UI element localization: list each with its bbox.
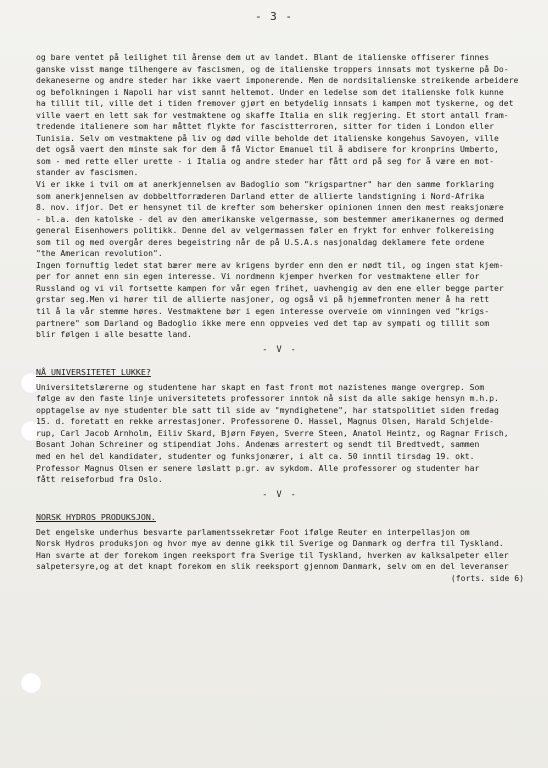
- text-line: med en hel del kandidater, studenter og funksjonærer, i alt ca. 50 inntil tirsdag 19. okt.: [36, 450, 475, 461]
- page-number: - 3 -: [254, 10, 294, 23]
- section-heading-university: NÅ UNIVERSITETET LUKKE?: [36, 366, 151, 377]
- text-line: 15. d. foretatt en rekke arrestasjoner. Professorene O. Hassel, Magnus Olsen, Harald Schjelde-: [36, 416, 495, 427]
- text-line: Vi er ikke i tvil om at anerkjennelsen av Badoglio som "krigspartner" har den samme forklaring: [36, 179, 495, 190]
- text-line: blir følgen i alle besatte land.: [36, 329, 192, 340]
- text-line: til å la vår stemme høres. Vestmaktene bør i egen interesse overveie om vinningen ved "krigs-: [36, 306, 490, 317]
- text-line: Han svarte at der forekom ingen reeksport fra Sverige til Tyskland, hverken av kalksalpeter eller: [36, 549, 509, 560]
- text-line: rup, Carl Jacob Arnholm, Eiliv Skard, Bjørn Føyen, Sverre Steen, Anatol Heintz, og Ragnar Frisch,: [36, 427, 509, 438]
- section-divider: - V -: [262, 489, 298, 500]
- text-line: - bl.a. den katolske - del av den amerikanske velgermasse, som bestemmer amerikanernes og dermed: [36, 213, 504, 224]
- text-line: ha tillit til, ville det i tiden fremover gjørt en betydelig innsats i kampen mot tyskerne, og det: [36, 98, 514, 109]
- punch-hole: [20, 672, 42, 694]
- text-line: per for annet enn sin egen interesse. Vi nordmenn kjemper hverken for vestmaktene eller for: [36, 271, 480, 282]
- text-line: som anerkjennelsen av dobbeltforræderen Darland etter de allierte landstigning i Nord-Afrika: [36, 190, 485, 201]
- text-line: Ingen fornuftig ledet stat bærer mere av krigens byrder enn den er nødt til, og ingen stat kjem-: [36, 259, 504, 270]
- text-line: Bosant Johan Schreiner og stipendiat Johs. Andenæs arrestert og sendt til Bredtvedt, sammen: [36, 439, 480, 450]
- text-line: følge av den faste linje universitetets professorer inntok nå sist da alle sakige hensyn m.h.p.: [36, 393, 499, 404]
- text-line: Norsk Hydros produksjon og hvor mye av denne gikk til Sverige og Danmark og derfra til Tyskland.: [36, 538, 504, 549]
- text-line: fått reiseforbud fra Oslo.: [36, 474, 163, 485]
- text-line: og bare ventet på leilighet til årense dem ut av landet. Blant de italienske offiserer finnes: [36, 52, 490, 62]
- continued-note: (forts. side 6): [450, 572, 524, 583]
- text-line: general Eisenhowers politikk. Denne del av velgermassen føler en frykt for enhver folkereising: [36, 225, 495, 236]
- text-line: partnere" som Darland og Badoglio ikke mere enn oppveies ved det tap av sympati og tillit som: [36, 317, 490, 328]
- text-line: stander av fascismen.: [36, 167, 139, 178]
- text-line: tredende italienere som har måttet flykte for fascistterroren, sitter for tiden i London eller: [36, 121, 495, 132]
- text-line: ville vaert en lett sak for vestmaktene og skaffe Italia en slik regjering. Et stort antall fram-: [36, 109, 509, 120]
- text-line: Universitetslærerne og studentene har skapt en fast front mot nazistenes mange overgrep. Som: [36, 381, 485, 392]
- text-line: 8. nov. ifjor. Det er hensynet til de krefter som behersker opinionen innen den mest reaksjonære: [36, 202, 504, 213]
- text-line: Russland og vi vil fortsette kampen for vår egen frihet, uavhengig av den ene eller begge parter: [36, 282, 504, 293]
- text-line: grstar seg.Men vi hører til de allierte nasjoner, og også vi på hjemmefronten mener å ha rett: [36, 294, 490, 305]
- text-line: "the American revolution".: [36, 248, 163, 259]
- section-heading-norsk-hydro: NORSK HYDROS PRODUKSJON.: [36, 511, 156, 522]
- document-body: [36, 52, 524, 584]
- text-line: som til og med overgår deres begeistring når de på U.S.A.s nasjonaldag deklamere fete ordene: [36, 236, 485, 247]
- text-line: ganske visst mange tilhengere av fascismen, og de italienske troppers innsats mot tyskerne på Do-: [36, 63, 509, 74]
- section-divider: - V -: [262, 344, 298, 355]
- text-line: Det engelske underhus besvarte parlamentssekretær Foot ifølge Reuter en interpellasjon om: [36, 526, 470, 537]
- text-line: det også vaert den minste sak for dem å få Victor Emanuel til å abdisere for kronprins Umberto,: [36, 144, 499, 155]
- text-line: Tunisia. Selv om vestmaktene på liv og død ville beholde det italienske kongehus Savoyen, ville: [36, 132, 499, 143]
- paragraph-university: [36, 382, 524, 486]
- text-line: Professor Magnus Olsen er senere løslatt p.gr. av sykdom. Alle professorer og studenter har: [36, 462, 480, 473]
- paragraph-norsk-hydro: [36, 527, 524, 585]
- text-line: salpetersyre,og at det knapt forekom en slik reeksport gjennom Danmark, selv om en del leveranser: [36, 561, 509, 572]
- text-line: opptagelse av nye studenter ble satt til side av "myndighetene", har statspolitiet siden fredag: [36, 404, 499, 415]
- paragraph-italy: [36, 52, 524, 179]
- text-line: og befolkningen i Napoli har vist sannt heltemot. Under en ledelse som det italienske folk kunne: [36, 86, 504, 97]
- text-line: som - med rette eller urette - i Italia og andre steder har fått ord på seg for å være en mot-: [36, 155, 495, 166]
- paragraph-badoglio: [36, 179, 524, 260]
- text-line: dekaneserne og andre steder har ikke vaert imponerende. Men de nordsitalienske streikende arbeidere: [36, 75, 519, 86]
- paragraph-national-interest: [36, 260, 524, 341]
